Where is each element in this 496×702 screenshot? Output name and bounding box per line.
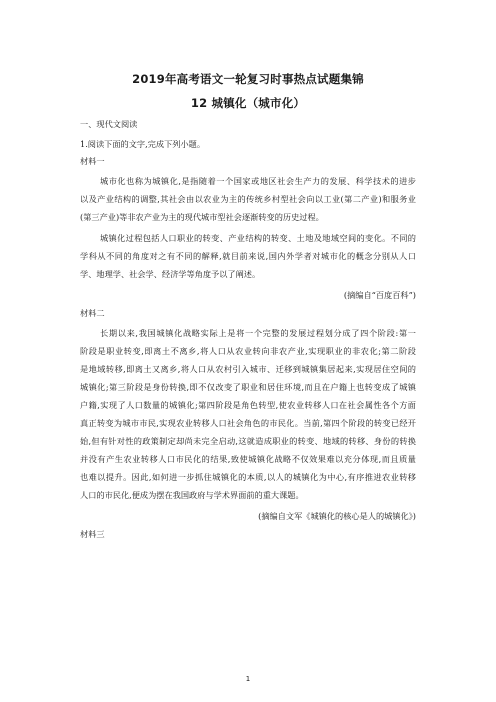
- paragraph-line: 城镇化过程包括人口职业的转变、产业结构的转变、土地及地域空间的变化。不同的: [100, 233, 416, 243]
- paragraph-line: 始,但有针对性的政策制定却尚未完全启动,这就造成职业的转变、地域的转移、身份的转换: [80, 436, 416, 446]
- paragraph-line: 学科从不同的角度对之有不同的解释,就目前来说,国内外学者对城市化的概念分别从人口: [80, 251, 416, 261]
- material-2-label: 材料二: [80, 308, 105, 318]
- material-3-label: 材料三: [80, 529, 105, 539]
- paragraph-line: 人口的市民化,便成为摆在我国政府与学术界面前的重大课题。: [80, 490, 304, 500]
- paragraph-line: 也难以提升。因此,如何进一步抓住城镇化的本质,以人的城镇化为中心,有序推进农业转移: [80, 472, 416, 482]
- paragraph-line: 是地域转移,即离土又离乡,将人口从农村引入城市、迁移到城镇集居起来,实现居住空间的: [80, 364, 416, 374]
- paragraph-line: 户籍,实现了人口数量的城镇化;第四阶段是角色转型,使农业转移人口在社会属性各个方面: [80, 400, 416, 410]
- paragraph-line: (第三产业)等非农产业为主的现代城市型社会逐渐转变的历史过程。: [80, 212, 324, 222]
- paragraph-line: 以及产业结构的调整,其社会由以农业为主的传统乡村型社会向以工业(第二产业)和服务业: [80, 194, 416, 204]
- paragraph-line: 真正转变为城市市民,实现农业转移人口社会角色的市民化。当前,第四个阶段的转变已经开: [80, 418, 416, 428]
- paragraph-line: 城市化也称为城镇化,是指随着一个国家或地区社会生产力的发展、科学技术的进步: [100, 176, 416, 186]
- paragraph-line: 长期以来,我国城镇化战略实际上是将一个完整的发展过程划分成了四个阶段:第一: [100, 328, 416, 338]
- source-citation: (摘编自“百度百科”): [343, 290, 416, 300]
- section-heading: 一、现代文阅读: [80, 119, 138, 129]
- material-1-label: 材料一: [80, 156, 105, 166]
- paragraph-line: 阶段是职业转变,即离土不离乡,将人口从农业转向非农产业,实现职业的非农化;第二阶段: [80, 346, 416, 356]
- paragraph-line: 城镇化;第三阶段是身份转换,即不仅改变了职业和居住环境,而且在户籍上也转变成了城镇: [80, 382, 416, 392]
- paragraph-line: 并没有产生农业转移人口市民化的结果,致使城镇化战略不仅效果难以充分体现,而且质量: [80, 454, 416, 464]
- source-citation: (摘编自文军《城镇化的核心是人的城镇化》): [258, 511, 416, 521]
- document-subtitle: 12 城镇化（城市化）: [190, 96, 306, 110]
- page-number: 1: [245, 675, 251, 683]
- document-title: 2019年高考语文一轮复习时事热点试题集锦: [132, 72, 364, 86]
- question-prompt: 1.阅读下面的文字,完成下列小题。: [80, 139, 206, 149]
- paragraph-line: 学、地理学、社会学、经济学等角度予以了阐述。: [80, 269, 261, 279]
